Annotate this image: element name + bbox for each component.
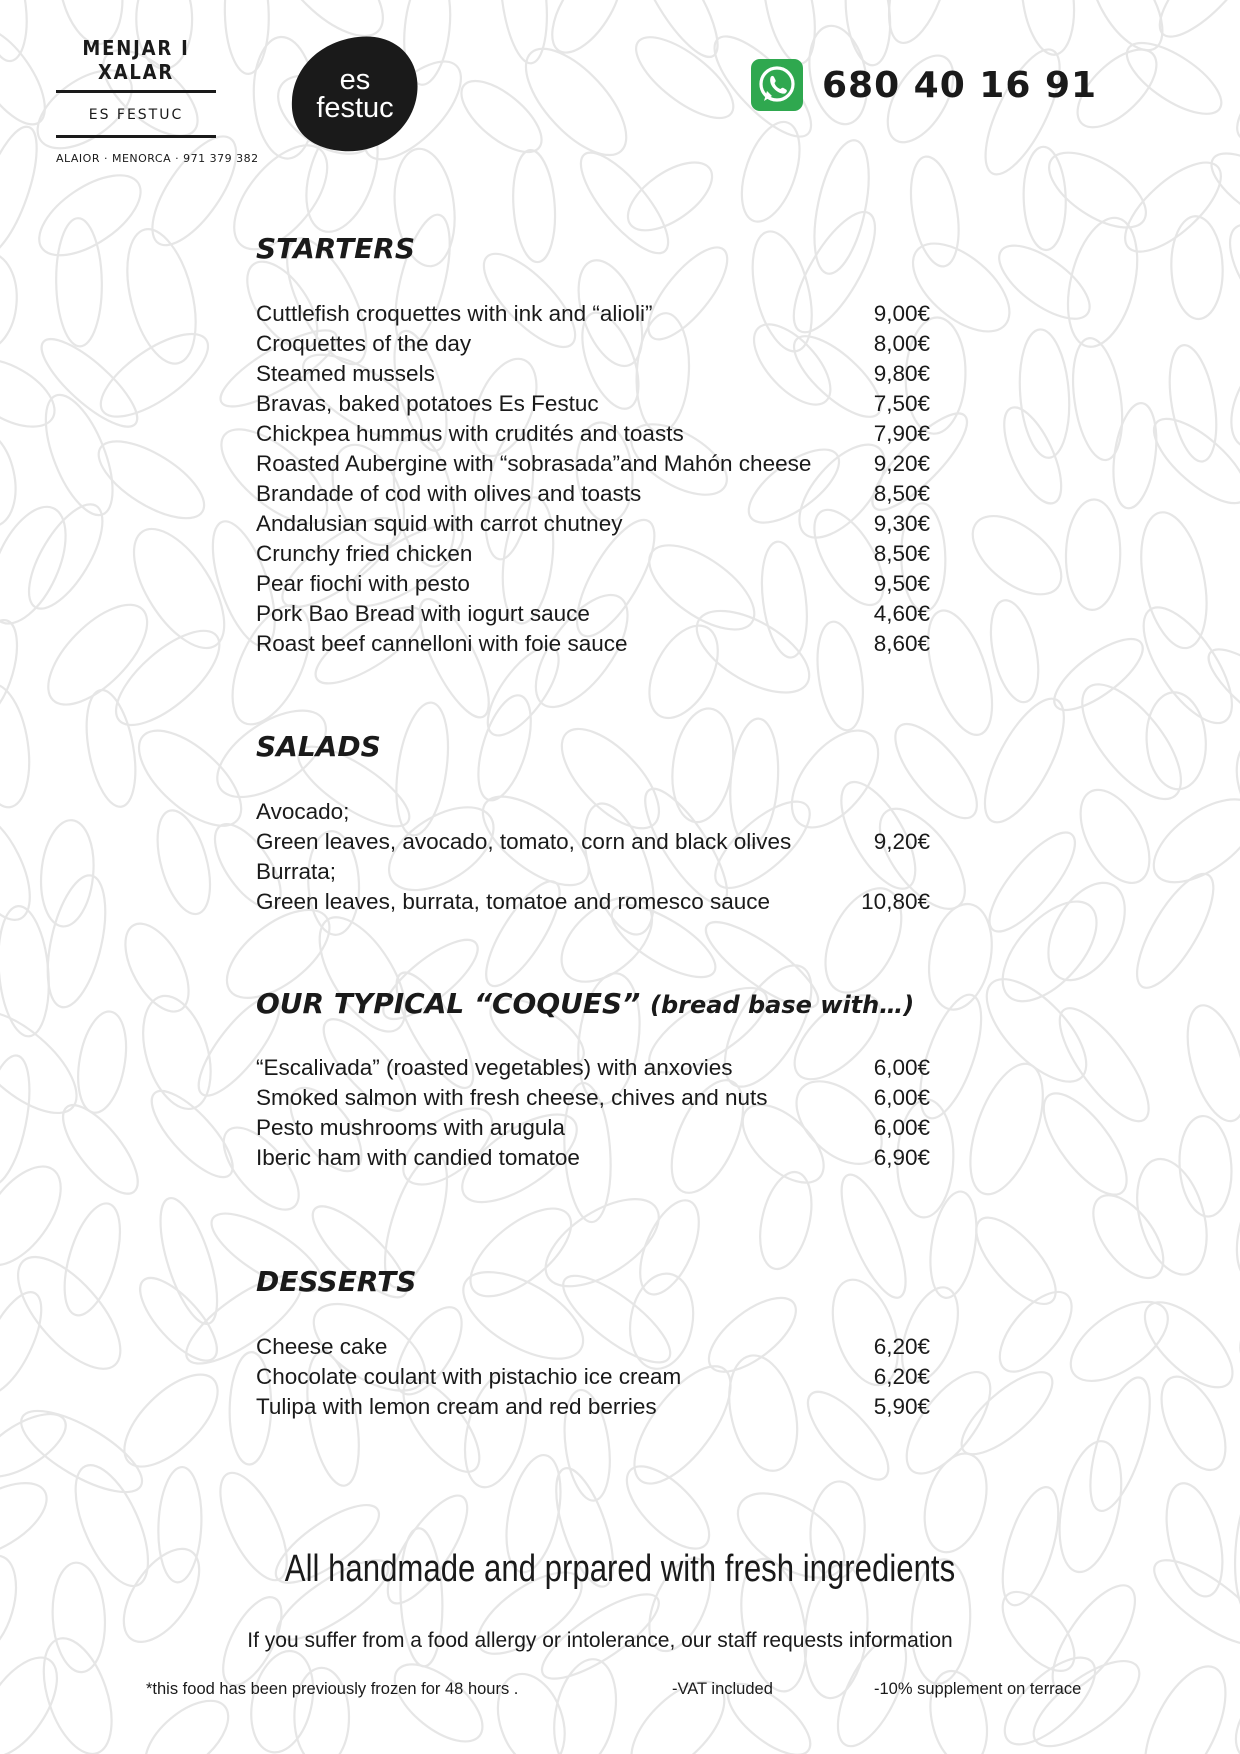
- leaf-outline: [55, 218, 103, 347]
- menu-item-row: [256, 629, 936, 659]
- menu-item-name: Chocolate coulant with pistachio ice cream: [256, 1364, 682, 1389]
- leaf-outline: [0, 1284, 54, 1403]
- menu-item-price: 7,90€: [873, 421, 930, 446]
- leaf-outline: [1033, 870, 1141, 994]
- leaf-outline: [382, 1650, 496, 1754]
- frozen-note: *this food has been previously frozen for 48 hours .: [146, 1680, 519, 1698]
- leaf-outline: [730, 115, 810, 229]
- section-coques: [256, 984, 936, 1173]
- menu-item-price: 8,50€: [873, 481, 930, 506]
- leaf-outline: [148, 805, 220, 920]
- phone-number[interactable]: 680 40 16 91: [822, 65, 1098, 106]
- menu-item-name: Iberic ham with candied tomatoe: [256, 1145, 580, 1170]
- leaf-outline: [1215, 212, 1240, 342]
- menu-item-price: 5,90€: [873, 1394, 930, 1419]
- leaf-outline: [956, 1055, 1058, 1204]
- menu-item-price: 6,20€: [873, 1334, 930, 1359]
- menu-item-price: 6,00€: [873, 1055, 930, 1080]
- whatsapp-icon[interactable]: [750, 58, 804, 112]
- menu-item-row: [256, 599, 936, 629]
- leaf-outline: [0, 1402, 75, 1489]
- leaf-outline: [1232, 876, 1240, 1018]
- leaf-outline: [1144, 691, 1209, 792]
- leaf-outline: [140, 1079, 245, 1188]
- menu-item-name: Roasted Aubergine with “sobrasada”and Mahón cheese: [256, 451, 812, 476]
- menu-item-name: Brandade of cod with olives and toasts: [256, 481, 642, 506]
- menu-item-name: Chickpea hummus with crudités and toasts: [256, 421, 684, 446]
- es-festuc-logo: [288, 34, 422, 154]
- menu-item-name: Cheese cake: [256, 1334, 388, 1359]
- section-title-desserts: DESSERTS: [256, 1265, 417, 1298]
- menu-item-price: 10,80€: [861, 889, 930, 914]
- menu-item-row: [256, 449, 936, 479]
- leaf-outline: [450, 68, 553, 164]
- leaf-outline: [624, 23, 746, 132]
- menu-item-price: 9,00€: [873, 301, 930, 326]
- leaf-outline: [1016, 328, 1074, 460]
- menu-item-name: Roast beef cannelloni with foie sauce: [256, 631, 628, 656]
- coques-title: OUR TYPICAL “COQUES”: [256, 987, 641, 1020]
- leaf-outline: [0, 1152, 77, 1279]
- leaf-outline: [1123, 864, 1227, 998]
- leaf-outline: [0, 346, 66, 441]
- leaf-outline: [991, 1481, 1069, 1611]
- menu-item-price: 6,20€: [873, 1364, 930, 1389]
- menu-item-row: [256, 887, 936, 917]
- leaf-outline: [1127, 594, 1240, 737]
- menu-item-name: Steamed mussels: [256, 361, 435, 386]
- logo-text-line1: es: [339, 64, 371, 96]
- brand-address: ALAIOR · MENORCA · 971 379 382: [56, 152, 259, 165]
- leaf-outline: [1065, 669, 1199, 815]
- leaf-outline: [88, 319, 220, 432]
- leaf-outline: [494, 0, 553, 66]
- leaf-outline: [10, 1396, 153, 1508]
- leaf-outline: [71, 1008, 133, 1117]
- section-salads: [256, 727, 936, 917]
- menu-item-price: 9,30€: [873, 511, 930, 536]
- leaf-outline: [37, 870, 116, 1013]
- menu-item-row: [256, 857, 936, 887]
- leaf-outline: [922, 1665, 996, 1754]
- logo-text: [308, 66, 402, 122]
- menu-item-name: Pear fiochi with pesto: [256, 571, 470, 596]
- menu-item-name: Crunchy fried chicken: [256, 541, 473, 566]
- leaf-outline: [1116, 30, 1232, 127]
- leaf-outline: [986, 885, 1114, 1017]
- leaf-outline: [1224, 39, 1240, 155]
- leaf-outline: [32, 589, 163, 721]
- vat-note: -VAT included: [672, 1680, 773, 1698]
- leaf-outline: [112, 914, 201, 1022]
- brand-divider-top: [56, 90, 216, 93]
- menu-item-row: [256, 827, 936, 857]
- menu-item-price: 9,20€: [873, 451, 930, 476]
- menu-item-row: [256, 479, 936, 509]
- menu-item-name: “Escalivada” (roasted vegetables) with anxovies: [256, 1055, 733, 1080]
- leaf-outline: [970, 963, 1102, 1098]
- leaf-outline: [539, 0, 635, 64]
- menu-item-row: [256, 329, 936, 359]
- leaf-outline: [1226, 1168, 1240, 1287]
- leaf-outline: [1022, 146, 1067, 250]
- leaf-outline: [116, 514, 242, 662]
- leaf-outline: [109, 1359, 233, 1482]
- menu-item-row: [256, 1143, 936, 1173]
- leaf-outline: [1080, 1183, 1177, 1290]
- menu-item-row: [256, 1392, 936, 1422]
- leaf-outline: [1228, 1252, 1240, 1370]
- leaf-outline: [1176, 1114, 1234, 1218]
- terrace-note: -10% supplement on terrace: [874, 1680, 1082, 1698]
- menu-item-price: 9,80€: [873, 361, 930, 386]
- menu-item-name: Pork Bao Bread with iogurt sauce: [256, 601, 590, 626]
- menu-item-name: Avocado;: [256, 799, 350, 824]
- coques-list: [256, 1053, 936, 1173]
- leaf-outline: [1162, 342, 1224, 465]
- menu-item-price: 7,50€: [873, 391, 930, 416]
- leaf-outline: [131, 988, 223, 1117]
- leaf-outline: [0, 17, 59, 136]
- leaf-outline: [963, 1205, 1068, 1316]
- leaf-outline: [969, 688, 1079, 833]
- leaf-outline: [614, 1453, 723, 1562]
- menu-item-price: 4,60€: [873, 601, 930, 626]
- leaf-outline: [50, 1561, 108, 1673]
- leaf-outline: [1128, 1654, 1240, 1754]
- leaf-outline: [959, 501, 1075, 610]
- leaf-outline: [1056, 211, 1149, 354]
- section-desserts: [256, 1262, 936, 1422]
- leaf-outline: [1197, 636, 1240, 751]
- menu-item-name: Andalusian squid with carrot chutney: [256, 511, 623, 536]
- leaf-outline: [0, 680, 37, 811]
- leaf-outline: [987, 1280, 1085, 1384]
- menu-item-name: Pesto mushrooms with arugula: [256, 1115, 565, 1140]
- coques-title-note: (bread base with…): [649, 991, 915, 1019]
- leaf-outline: [1108, 400, 1163, 511]
- leaf-outline: [1, 1241, 138, 1386]
- menu-item-row: [256, 389, 936, 419]
- leaf-outline: [223, 0, 270, 74]
- leaf-outline: [1065, 499, 1122, 611]
- leaf-outline: [1141, 405, 1240, 516]
- menu-item-row: [256, 419, 936, 449]
- leaf-outline: [545, 1654, 624, 1754]
- menu-item-name: Smoked salmon with fresh cheese, chives and nuts: [256, 1085, 768, 1110]
- leaf-outline: [983, 596, 1047, 707]
- menu-item-row: [256, 299, 936, 329]
- leaf-outline: [0, 615, 27, 724]
- leaf-outline: [0, 496, 81, 635]
- brand-block: [56, 36, 259, 165]
- menu-item-name: Croquettes of the day: [256, 331, 472, 356]
- menu-item-name: Tulipa with lemon cream and red berries: [256, 1394, 657, 1419]
- section-title-salads: SALADS: [256, 730, 381, 763]
- leaf-outline: [1230, 388, 1240, 526]
- section-title-starters: STARTERS: [256, 232, 416, 265]
- menu-item-price: 6,90€: [873, 1145, 930, 1170]
- leaf-outline: [914, 1446, 997, 1559]
- starters-list: [256, 299, 936, 659]
- leaf-outline: [0, 423, 24, 532]
- leaf-outline: [0, 1468, 58, 1571]
- leaf-outline: [26, 160, 154, 272]
- menu-item-price: 8,60€: [873, 631, 930, 656]
- leaf-outline: [0, 802, 44, 931]
- leaf-outline: [1029, 1081, 1141, 1207]
- menu-item-row: [256, 359, 936, 389]
- menu-item-row: [256, 797, 936, 827]
- leaf-outline: [0, 1645, 72, 1754]
- menu-item-price: 9,20€: [873, 829, 930, 854]
- brand-subtitle: ES FESTUC: [88, 107, 184, 123]
- menu-item-row: [256, 569, 936, 599]
- leaf-outline: [1176, 999, 1240, 1128]
- leaf-outline: [242, 1645, 322, 1754]
- leaf-outline: [1066, 335, 1129, 463]
- menu-item-price: 9,50€: [873, 571, 930, 596]
- leaf-outline: [37, 818, 98, 929]
- menu-item-name: Cuttlefish croquettes with ink and “alioli”: [256, 301, 653, 326]
- menu-item-row: [256, 1113, 936, 1143]
- menu-item-name: Green leaves, avocado, tomato, corn and black olives: [256, 829, 792, 854]
- leaf-outline: [988, 232, 1101, 332]
- menu-item-name: Burrata;: [256, 859, 337, 884]
- brand-divider-bottom: [56, 135, 216, 138]
- menu-item-row: [256, 509, 936, 539]
- leaf-outline: [1044, 627, 1153, 722]
- leaf-outline: [32, 386, 126, 524]
- leaf-outline: [1235, 1374, 1240, 1493]
- leaf-outline: [950, 1359, 1064, 1467]
- menu-item-price: 6,00€: [873, 1085, 930, 1110]
- leaf-outline: [1140, 783, 1240, 898]
- menu-item-price: 8,50€: [873, 541, 930, 566]
- leaf-outline: [993, 400, 1073, 511]
- menu-item-row: [256, 1362, 936, 1392]
- leaf-outline: [101, 615, 233, 740]
- leaf-outline: [149, 1192, 229, 1330]
- leaf-outline: [1201, 140, 1240, 241]
- leaf-outline: [1148, 1367, 1238, 1480]
- desserts-list: [256, 1332, 936, 1422]
- menu-item-row: [256, 1053, 936, 1083]
- leaf-outline: [1125, 1151, 1219, 1283]
- leaf-outline: [877, 0, 963, 50]
- menu-item-row: [256, 539, 936, 569]
- leaf-outline: [54, 1197, 131, 1321]
- menu-item-row: [256, 1332, 936, 1362]
- menu-item-name: Bravas, baked potatoes Es Festuc: [256, 391, 599, 416]
- salads-list: [256, 797, 936, 917]
- leaf-outline: [1224, 730, 1240, 845]
- brand-title: MENJAR I XALAR: [82, 36, 190, 84]
- leaf-outline: [0, 0, 32, 64]
- allergy-notice: If you suffer from a food allergy or intolerance, our staff requests information: [247, 1629, 953, 1652]
- section-title-coques: [256, 984, 936, 1024]
- menu-item-name: Green leaves, burrata, tomatoe and romesco sauce: [256, 889, 771, 914]
- leaf-outline: [78, 686, 143, 810]
- menu-item-row: [256, 1083, 936, 1113]
- menu-item-price: 8,00€: [873, 331, 930, 356]
- section-starters: [256, 229, 936, 659]
- leaf-outline: [1217, 339, 1240, 458]
- leaf-outline: [0, 251, 20, 353]
- footer-claim: All handmade and prpared with fresh ingredients: [284, 1548, 956, 1590]
- leaf-outline: [1170, 215, 1225, 320]
- leaf-outline: [87, 426, 216, 533]
- menu-item-price: 6,00€: [873, 1115, 930, 1140]
- logo-text-line2: festuc: [316, 92, 394, 124]
